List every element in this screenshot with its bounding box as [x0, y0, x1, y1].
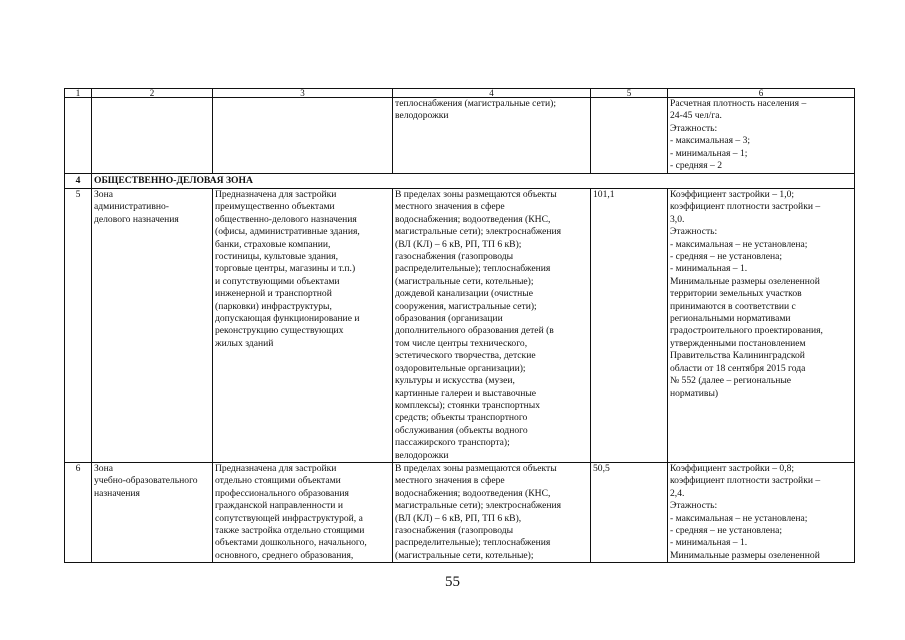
continuation-num-cell: [65, 98, 92, 174]
row-number: 5: [65, 189, 92, 463]
continuation-params-cell: Расчетная плотность населения – 24-45 чел/га. Этажность: - максимальная – 3; - минимальная – 1; - средняя – 2: [668, 98, 855, 174]
zone-area-cell: 101,1: [591, 189, 668, 463]
column-number-row: [65, 89, 855, 98]
continuation-area-cell: [591, 98, 668, 174]
column-number-6: 6: [668, 89, 855, 98]
table-row: [65, 462, 855, 562]
section-row: [65, 174, 855, 189]
continuation-purpose-cell: [213, 98, 393, 174]
column-number-1: 1: [65, 89, 92, 98]
zone-params-cell: Коэффициент застройки – 1,0; коэффициент плотности застройки – 3,0. Этажность: - максимальная – не установлена; - средняя – не установлена; - минимальная – 1. Минимальные размеры озелененной территории земельных участков принимаются в соответствии с региональными нормативами градостроительного проектирования, утвержденными постановлением Правительства Калининградской области от 18 сентября 2015 года № 552 (далее – региональные нормативы): [668, 189, 855, 463]
row-number: 6: [65, 462, 92, 562]
zone-purpose-cell: Предназначена для застройки преимущественно объектами общественно-делового назначения (офисы, административные здания, банки, страховые компании, гостиницы, культовые здания, торговые центры, магазины и т.п.) и сопутствующими объектами инженерной и транспортной (парковки) инфраструктуры, допускающая функционирование и реконструкцию существующих жилых зданий: [213, 189, 393, 463]
zone-name-cell: Зона административно- делового назначения: [92, 189, 213, 463]
column-number-3: 3: [213, 89, 393, 98]
section-title: ОБЩЕСТВЕННО-ДЕЛОВАЯ ЗОНА: [92, 174, 855, 189]
column-number-4: 4: [393, 89, 591, 98]
page-number: 55: [445, 574, 460, 590]
continuation-zone-cell: [92, 98, 213, 174]
zone-name-cell: Зона учебно-образовательного назначения: [92, 462, 213, 562]
table-row: [65, 189, 855, 463]
column-number-5: 5: [591, 89, 668, 98]
column-number-2: 2: [92, 89, 213, 98]
zone-params-cell: Коэффициент застройки – 0,8; коэффициент плотности застройки – 2,4. Этажность: - максимальная – не установлена; - средняя – не установлена; - минимальная – 1. Минимальные размеры озелененной: [668, 462, 855, 562]
document-table: [64, 88, 855, 563]
zone-objects-cell: В пределах зоны размещаются объекты местного значения в сфере водоснабжения; водоотведения (КНС, магистральные сети); электроснабжения (ВЛ (КЛ) – 6 кВ, РП, ТП 6 кВ), газоснабжения (газопроводы распределительные); теплоснабжения (магистральные сети, котельные);: [393, 462, 591, 562]
section-number: 4: [65, 174, 92, 189]
continuation-objects-cell: теплоснабжения (магистральные сети); велодорожки: [393, 98, 591, 174]
zone-area-cell: 50,5: [591, 462, 668, 562]
zone-purpose-cell: Предназначена для застройки отдельно стоящими объектами профессионального образования гражданской направленности и сопутствующей инфраструктурой, а также застройка отдельно стоящими объектами дошкольного, начального, основного, среднего образования,: [213, 462, 393, 562]
zone-objects-cell: В пределах зоны размещаются объекты местного значения в сфере водоснабжения; водоотведения (КНС, магистральные сети); электроснабжения (ВЛ (КЛ) – 6 кВ, РП, ТП 6 кВ); газоснабжения (газопроводы распределительные); теплоснабжения (магистральные сети, котельные); дождевой канализации (очистные сооружения, магистральные сети); образования (организации дополнительного образования детей (в том числе центры технического, эстетического творчества, детские оздоровительные организации); культуры и искусства (музеи, картинные галереи и выставочные комплексы); стоянки транспортных средств; объекты транспортного обслуживания (объекты водного пассажирского транспорта); велодорожки: [393, 189, 591, 463]
continuation-row: [65, 98, 855, 174]
